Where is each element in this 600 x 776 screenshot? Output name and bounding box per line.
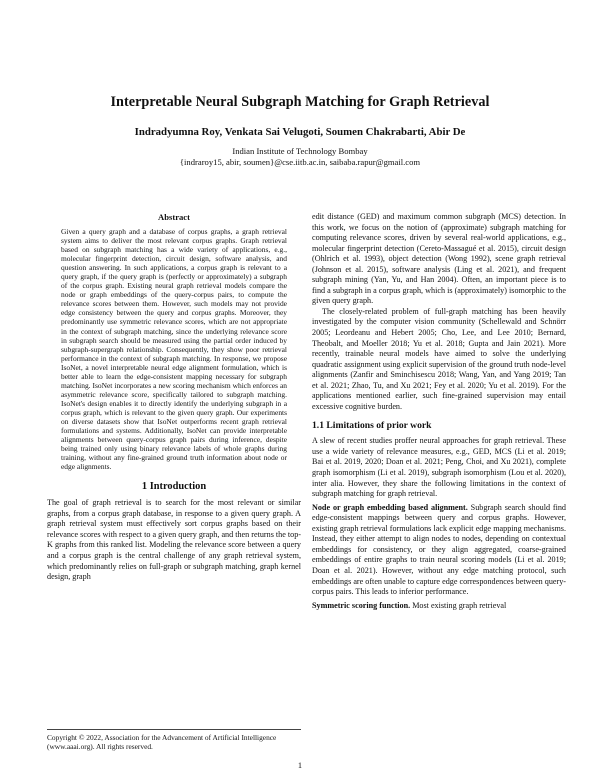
paper-emails: {indraroy15, abir, soumen}@cse.iitb.ac.in, saibaba.rapur@gmail.com (179, 157, 421, 167)
symmetric-scoring-paragraph (312, 601, 566, 612)
paper-authors: Indradyumna Roy, Venkata Sai Velugoti, Soumen Chakrabarti, Abir De (134, 126, 466, 138)
limitations-heading: 1.1 Limitations of prior work (312, 420, 432, 432)
abstract-text: Given a query graph and a database of corpus graphs, a graph retrieval system aims to deliver the most relevant corpus graphs. Graph retrieval based on subgraph matching has a wide variety of applications, e.g., molecular fingerprint detection, circuit design, software analysis, and question answering. In such applications, a corpus graph is relevant to a query graph, if the query graph is (perfectly or approximately) a subgraph of the corpus graph. Existing neural graph retrieval models compare the node or graph embeddings of the query-corpus pairs, to compute the relevance scores between them. However, such models may not provide edge consistency between the query and corpus graphs. Moreover, they predominantly use symmetric relevance scores, which are not appropriate in the context of subgraph matching, since the underlying relevance score in subgraph search should be measured using the partial order induced by subgraph-supergraph relationship. Consequently, they show poor retrieval performance in the context of subgraph matching. In response, we propose IsoNet, a novel interpretable neural edge alignment formulation, which is better able to learn the edge-consistent mapping necessary for subgraph matching. IsoNet incorporates a new scoring mechanism which enforces an asymmetric relevance score, specifically tailored to subgraph matching. IsoNet's design enables it to directly identify the underlying subgraph in a corpus graph, which is relevant to the given query graph. Our experiments on diverse datasets show that IsoNet outperforms recent graph retrieval formulations and systems. Additionally, IsoNet can provide interpretable alignments between query-corpus graph pairs during inference, despite being trained only using binary relevance labels of whole graphs during training, without any fine-grained ground truth information about node or edge alignments. (61, 227, 287, 472)
symmetric-scoring-heading: Symmetric scoring function. (312, 600, 411, 610)
node-embedding-heading: Node or graph embedding based alignment. (312, 502, 468, 512)
copyright-footnote: Copyright © 2022, Association for the Advancement of Artificial Intelligence (www.aaai.org). All rights reserved. (47, 733, 277, 752)
page-number: 1 (297, 761, 303, 770)
limitations-paragraph: A slew of recent studies proffer neural approaches for graph retrieval. These use a wide variety of relevance measures, e.g., GED, MCS (Li et al. 2019; Bai et al. 2019, 2020; Doan et al. 2021; Peng, Choi, and Xu 2021), complete graph isomorphism (Li et al. 2019), subgraph isomorphism (Lou et al. 2020), inter alia. However, they share the following limitations in the context of subgraph matching for graph retrieval. (312, 436, 566, 499)
node-embedding-paragraph (312, 503, 566, 598)
paper-title: Interpretable Neural Subgraph Matching for Graph Retrieval (110, 94, 490, 110)
introduction-paragraph: The goal of graph retrieval is to search for the most relevant or similar graphs, from a corpus graph database, in response to a given query graph. A graph retrieval system must effectively sort corpus graphs based on their relevance scores with respect to a given query graph, and then returns the top-K graphs from this ranked list. Modeling the relevance score between a query and a corpus graph is the central challenge of any graph retrieval system, which predominantly relies on full-graph or subgraph matching, graph kernel design, graph (47, 498, 301, 582)
footnote-rule (47, 729, 301, 730)
right-column (312, 212, 566, 611)
symmetric-scoring-text: Most existing graph retrieval (410, 600, 507, 610)
introduction-heading: 1 Introduction (141, 481, 207, 493)
related-problem-paragraph: The closely-related problem of full-graph matching has been heavily investigated by the computer vision community (Schellewald and Schnörr 2005; Leordeanu and Hebert 2005; Cho, Lee, and Lee 2010; Bernard, Theobalt, and Moeller 2018; Yu et al. 2018; Gupta and Jain 2021). More recently, trainable neural models have aimed to solve the underlying quadratic assignment using explicit supervision of the ground truth node-level alignments (Zanfir and Sminchisescu 2018; Wang, Yan, and Yang 2019; Tan et al. 2021; Zhao, Tu, and Xu 2021; Fey et al. 2020; Yu et al. 2019). For the applications mentioned earlier, such fine-grained supervision may entail excessive cognitive burden. (312, 306, 566, 411)
left-column (47, 212, 301, 583)
abstract-heading: Abstract (158, 212, 190, 222)
paper-affiliation: Indian Institute of Technology Bombay (232, 146, 368, 156)
continued-paragraph: edit distance (GED) and maximum common subgraph (MCS) detection. In this work, we focus on the notion of (approximate) subgraph matching for computing relevance scores, driven by several real-world applications, e.g., molecular fingerprint detection (Cereto-Massagué et al. 2015), circuit design (Ohlrich et al. 1993), object detection (Wong 1992), scene graph retrieval (Johnson et al. 2015), software analysis (Ling et al. 2021), and frequent subgraph mining (Yan, Yu, and Han 2004). Often, an important piece is to find a subgraph in a corpus graph, which is (approximately) isomorphic to the given query graph. (312, 212, 566, 306)
node-embedding-text: Subgraph search should find edge-consistent mappings between query and corpus graphs. However, existing graph retrieval formulations lack explicit edge mapping mechanisms. Instead, they either attempt to align nodes to nodes, depending on contextual embeddings for consistency, or they align aggregated, coarse-grained embeddings of entire graphs to train neural scoring models (Li et al. 2019; Doan et al. 2021). However, without any edge matching protocol, such embeddings are often unable to capture edge correspondences between query-corpus pairs. This leads to inferior performance. (312, 502, 566, 597)
